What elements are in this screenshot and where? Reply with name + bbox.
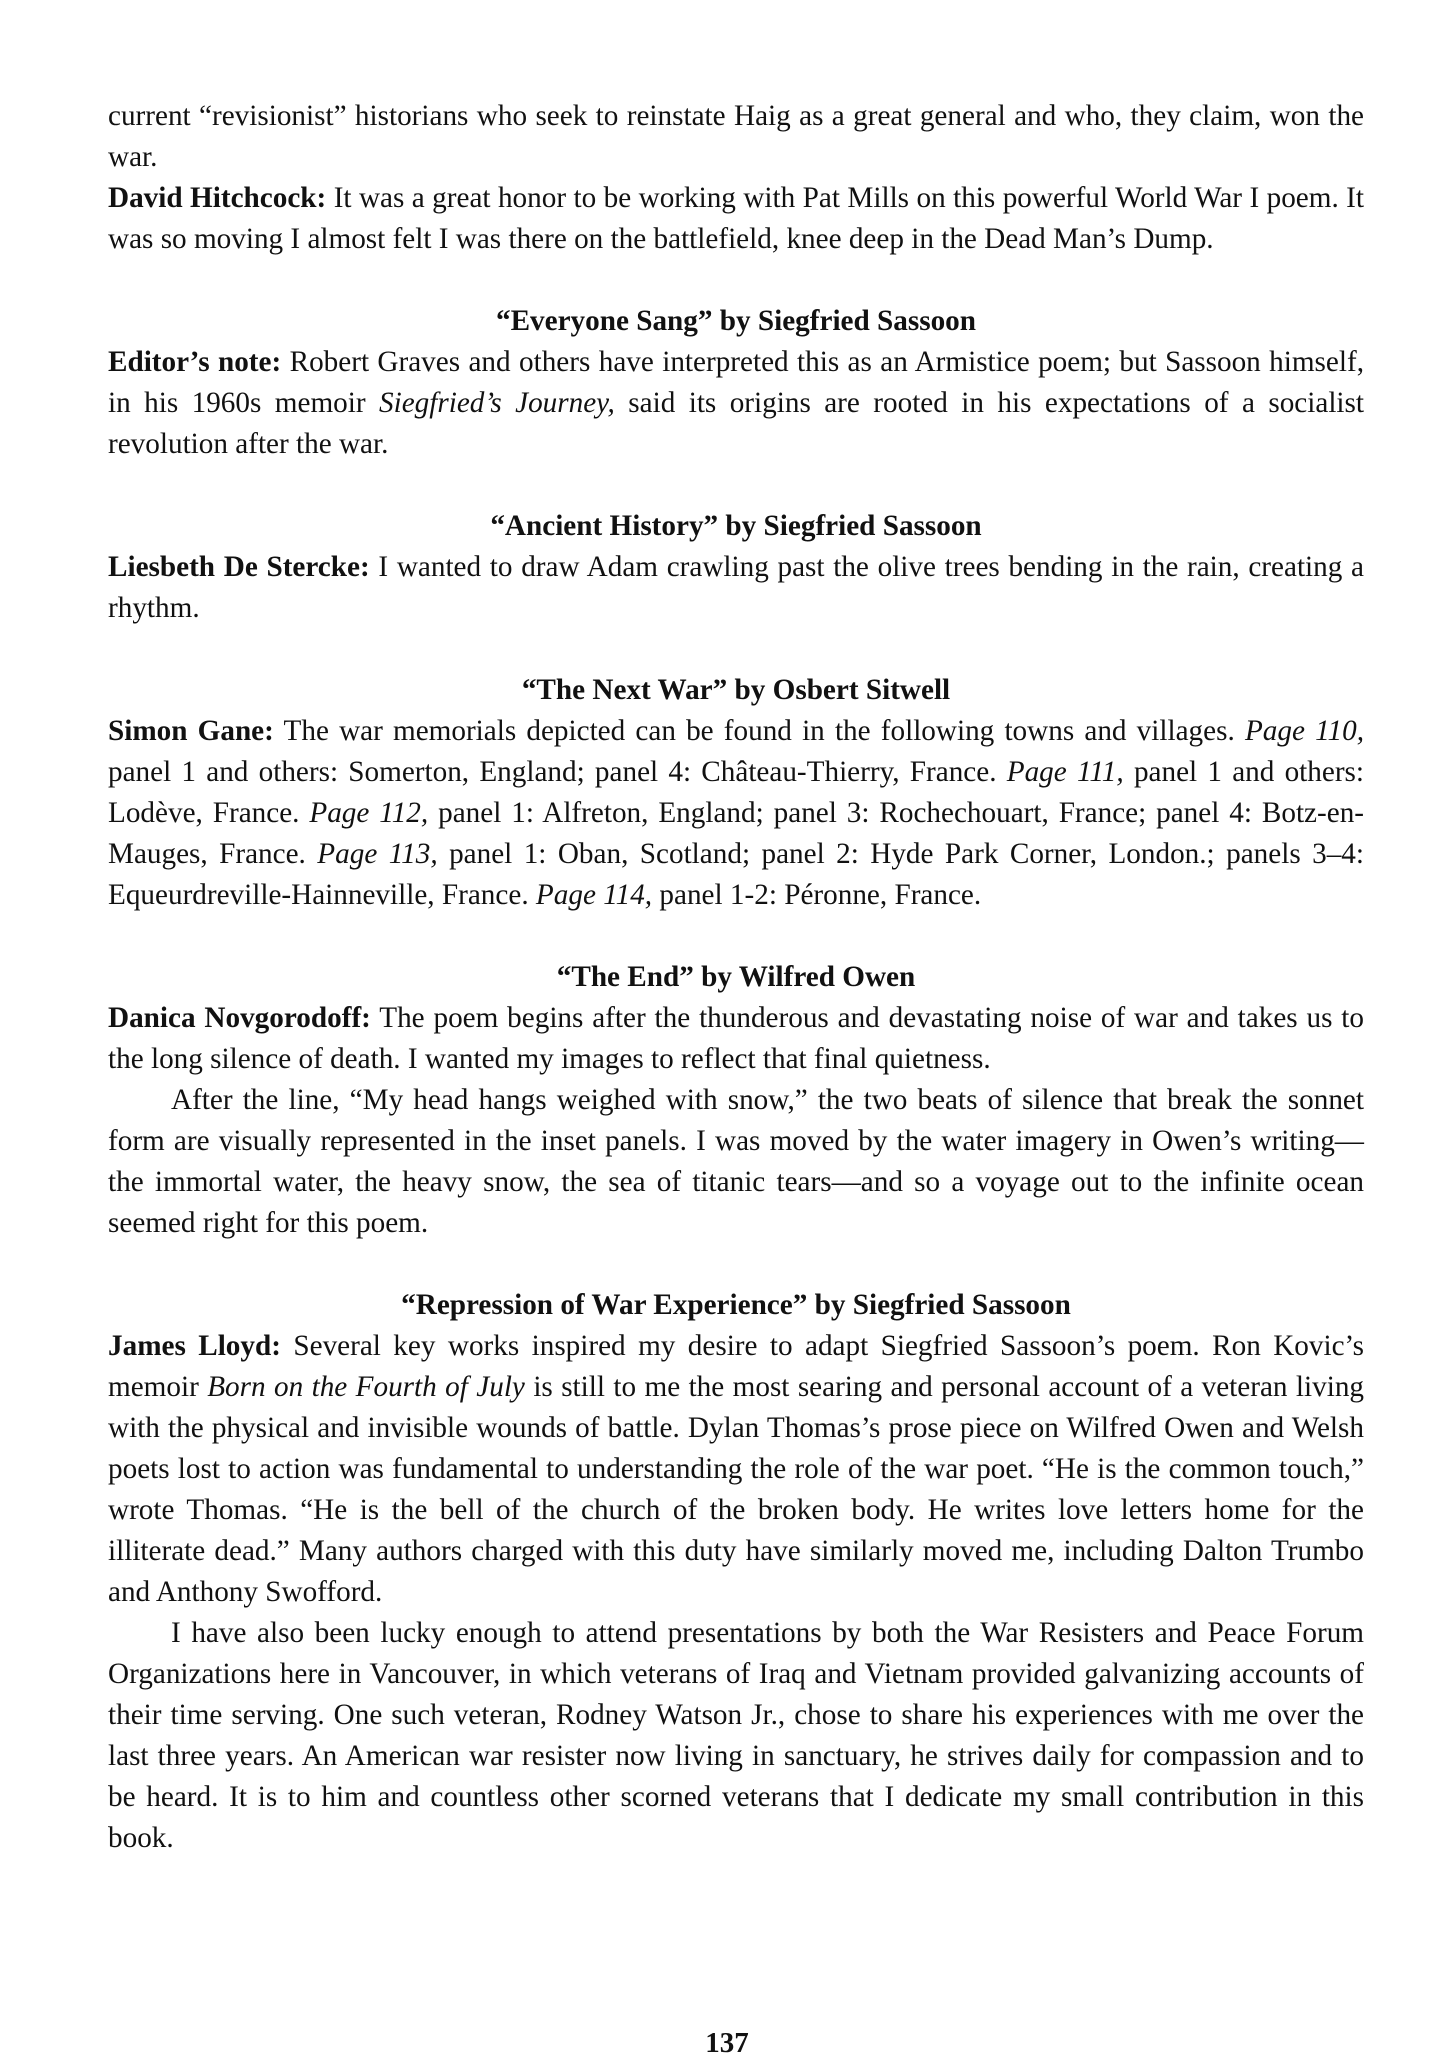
location-list: panel 1 and others: Lodève, France. [108, 756, 1365, 829]
section-heading: “The End” by Wilfred Owen [556, 961, 916, 993]
speaker-name: Danica Novgorodoff: [108, 1002, 371, 1034]
speaker-name: David Hitchcock: [108, 182, 327, 214]
page-body [108, 96, 1364, 1859]
commentary-text: It was a great honor to be working with Pat Mills on this powerful World War I poem. It was so moving I almost felt I was there on the battlefield, knee deep in the Dead Man’s Dump. [108, 182, 1365, 255]
commentary-paragraph [108, 178, 1364, 260]
speaker-name: Editor’s note: [108, 346, 282, 378]
page-number: 137 [705, 2027, 749, 2059]
commentary-text: is still to me the most searing and personal account of a veteran living with the physical and invisible wounds of battle. Dylan Thomas’s prose piece on Wilfred Owen and Welsh poets lost to action was fundamental to understanding the role of the war poet. “He is the common touch,” wrote Thomas. “He is the bell of the church of the broken body. He writes love letters home for the illiterate dead.” Many authors charged with this duty have similarly moved me, including Dalton Trumbo and Anthony Swofford. [108, 1371, 1365, 1608]
location-list: panel 1: Alfreton, England; panel 3: Rochechouart, France; panel 4: Botz-en-Mauges, France. [108, 797, 1365, 870]
page-reference: Page 111, [1006, 756, 1124, 788]
location-list: panel 1 and others: Somerton, England; panel 4: Château-Thierry, France. [108, 756, 997, 788]
continued-text: current “revisionist” historians who seek to reinstate Haig as a great general and who, they claim, won the war. [108, 100, 1364, 173]
speaker-name: Liesbeth De Stercke: [108, 551, 370, 583]
section-heading: “Repression of War Experience” by Siegfried Sassoon [401, 1289, 1071, 1321]
commentary-text: Robert Graves and others have interpreted this as an Armistice poem; but Sassoon himself, in his 1960s memoir [108, 346, 1365, 419]
section-everyone-sang [108, 301, 1364, 465]
location-list: panel 1: Oban, Scotland; panel 2: Hyde Park Corner, London.; panels 3–4: Equeurdreville-Hainneville, France. [108, 838, 1364, 911]
location-list: panel 1-2: Péronne, France. [659, 879, 982, 911]
page-reference: Page 114, [535, 879, 653, 911]
section-repression-of-war-experience [108, 1285, 1364, 1859]
book-title: Siegfried’s Journey, [379, 387, 615, 419]
section-heading: “Everyone Sang” by Siegfried Sassoon [495, 305, 977, 337]
commentary-paragraph [108, 342, 1364, 465]
section-heading: “The Next War” by Osbert Sitwell [521, 674, 951, 706]
page-reference: Page 112, [309, 797, 429, 829]
commentary-paragraph: I have also been lucky enough to attend presentations by both the War Resisters and Peace Forum Organizations here in Vancouver, in which veterans of Iraq and Vietnam provided galvanizing accounts of their time serving. One such veteran, Rodney Watson Jr., chose to share his experiences with me over the last three years. An American war resister now living in sanctuary, he strives daily for compassion and to be heard. It is to him and countless other scorned veterans that I dedicate my small contribution in this book. [108, 1617, 1364, 1854]
commentary-text: The poem begins after the thunderous and devastating noise of war and takes us to the long silence of death. I wanted my images to reflect that final quietness. [108, 1002, 1364, 1075]
section-the-next-war [108, 670, 1364, 916]
speaker-name: James Lloyd: [108, 1330, 281, 1362]
commentary-text: The war memorials depicted can be found in the following towns and villages. [283, 715, 1235, 747]
commentary-paragraph [108, 1326, 1364, 1613]
speaker-name: Simon Gane: [108, 715, 274, 747]
commentary-paragraph [108, 711, 1364, 916]
commentary-paragraph [108, 547, 1364, 629]
section-dead-mans-dump [108, 96, 1364, 260]
page-reference: Page 113, [317, 838, 438, 870]
commentary-text: I wanted to draw Adam crawling past the olive trees bending in the rain, creating a rhythm. [108, 551, 1365, 624]
section-ancient-history [108, 506, 1364, 629]
commentary-paragraph: After the line, “My head hangs weighed with snow,” the two beats of silence that break the sonnet form are visually represented in the inset panels. I was moved by the water imagery in Owen’s writing—the immortal water, the heavy snow, the sea of titanic tears—and so a voyage out to the infinite ocean seemed right for this poem. [108, 1084, 1364, 1239]
commentary-text: said its origins are rooted in his expectations of a socialist revolution after the war. [108, 387, 1364, 460]
continued-paragraph [108, 96, 1364, 178]
page-reference: Page 110, [1244, 715, 1365, 747]
section-heading: “Ancient History” by Siegfried Sassoon [490, 510, 982, 542]
book-title: Born on the Fourth of July [207, 1371, 525, 1403]
section-the-end [108, 957, 1364, 1244]
commentary-paragraph [108, 998, 1364, 1080]
commentary-text: Several key works inspired my desire to adapt Siegfried Sassoon’s poem. Ron Kovic’s memoir [108, 1330, 1365, 1403]
